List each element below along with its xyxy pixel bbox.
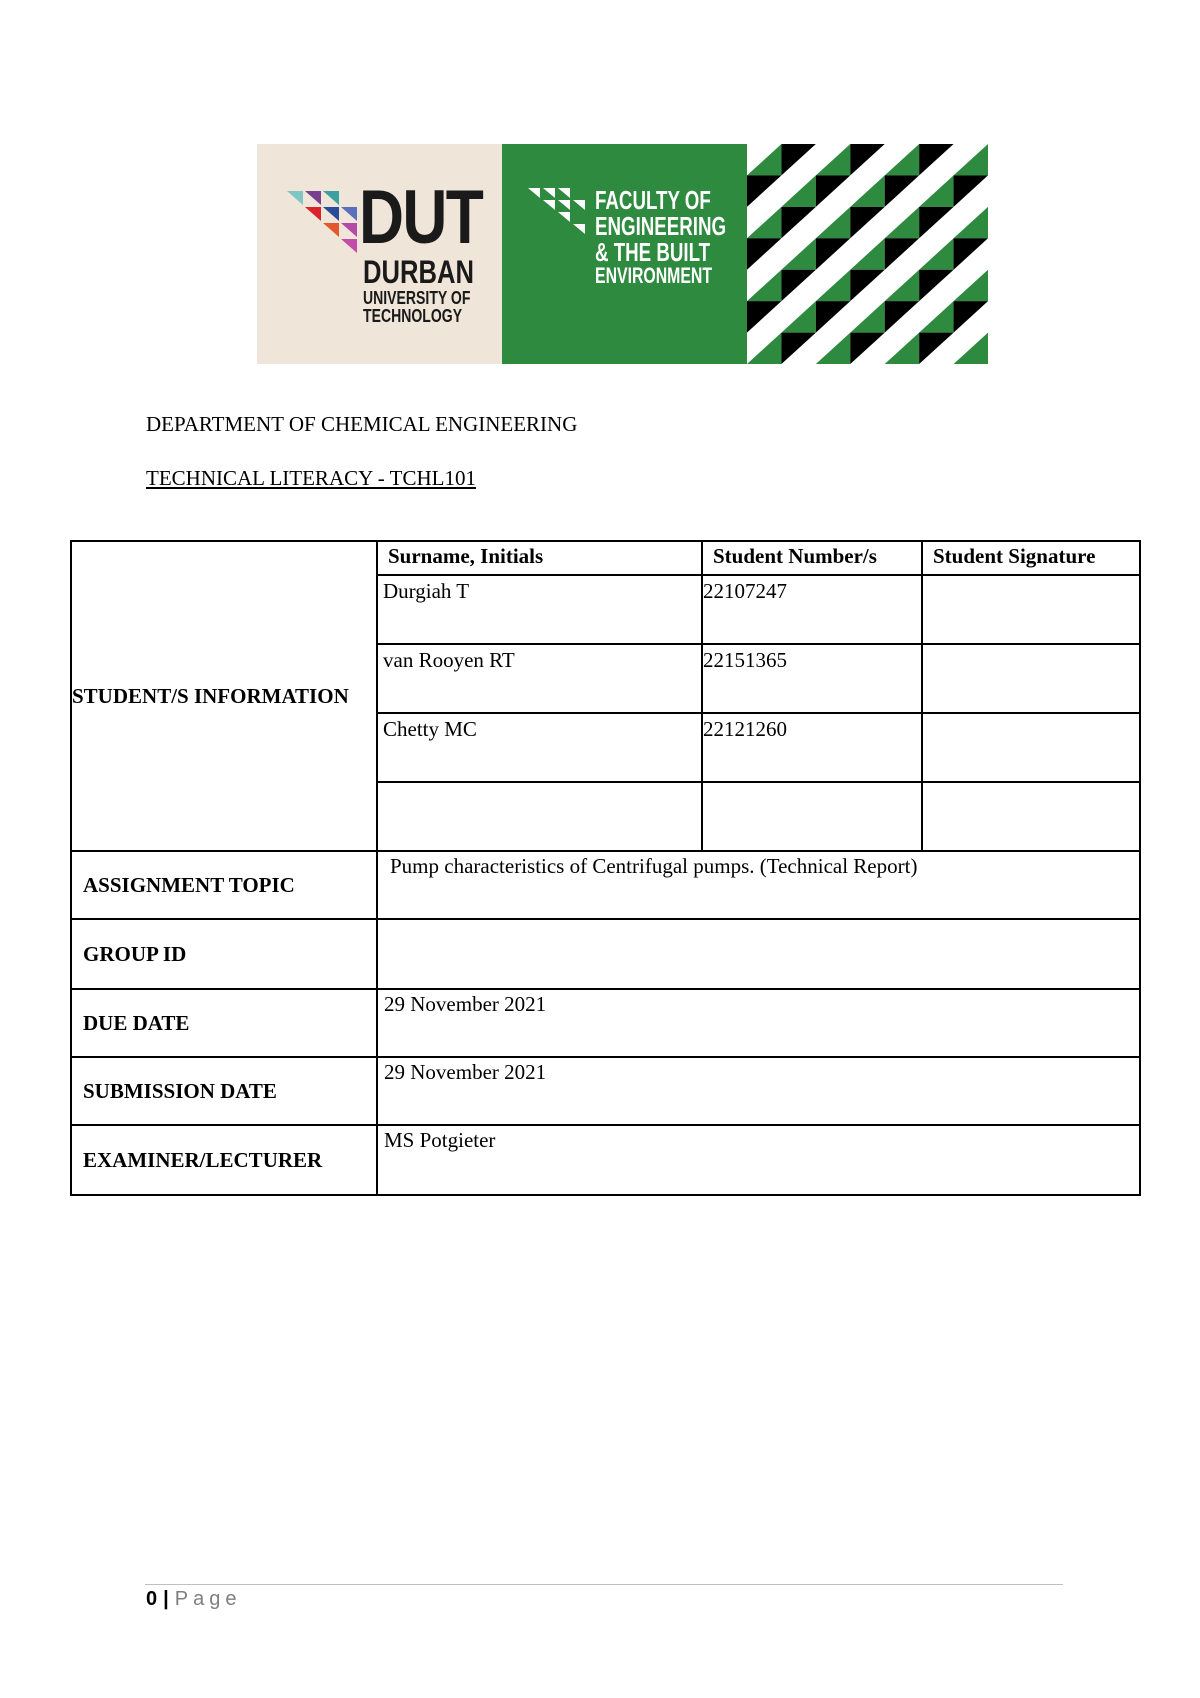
student-signature [922,713,1140,782]
pattern-triangle [919,207,953,238]
pattern-triangle [747,144,781,175]
pattern-triangle [954,270,988,301]
pattern-triangle [816,144,850,175]
pattern-triangle [885,207,919,238]
pattern-triangle [954,207,988,238]
due-date-value: 29 November 2021 [377,989,1140,1057]
group-id-row [71,919,1140,989]
page-separator: | [163,1588,169,1610]
pattern-triangle [850,207,884,238]
dut-abbrev-text: DUT [359,175,483,260]
student-signature [922,575,1140,644]
pattern-triangle [781,270,815,301]
pattern-triangle [850,301,884,332]
student-signature [922,644,1140,713]
pattern-triangle [885,333,919,364]
pattern-triangle [850,270,884,301]
triangle-pattern-graphic [747,144,988,364]
pattern-triangle [919,333,953,364]
pattern-triangle [816,238,850,269]
examiner-row [71,1125,1140,1195]
pattern-triangle [919,301,953,332]
cover-sheet-table [70,540,1141,1196]
pattern-triangle [816,270,850,301]
pattern-triangle [781,175,815,206]
footer-divider [145,1584,1063,1585]
group-id-value [377,919,1140,989]
pattern-triangle [954,333,988,364]
header-student-number: Student Number/s [702,541,922,575]
dut-durban-text: DURBAN [363,254,474,290]
pattern-triangle [747,238,781,269]
pattern-triangle [885,301,919,332]
pattern-triangle [850,333,884,364]
student-number: 22121260 [702,713,922,782]
faculty-line-3: & THE BUILT [595,237,711,267]
faculty-logo-panel [502,144,747,364]
pattern-triangle [747,207,781,238]
student-number: 22107247 [702,575,922,644]
pattern-triangle [781,144,815,175]
pattern-triangle [747,333,781,364]
faculty-line-2: ENGINEERING [595,211,727,241]
pattern-triangle [885,144,919,175]
assignment-topic-row [71,851,1140,919]
pattern-triangle [816,301,850,332]
submission-date-label: SUBMISSION DATE [71,1057,377,1125]
page-word: Page [174,1588,242,1610]
pattern-triangle [781,301,815,332]
table-header-row [71,541,1140,575]
dut-triangles-icon [287,191,357,253]
examiner-label: EXAMINER/LECTURER [71,1125,377,1195]
pattern-triangle [885,175,919,206]
dut-university-text: UNIVERSITY OF [363,288,471,308]
pattern-triangle [747,175,781,206]
dut-faculty-banner [257,144,988,364]
pattern-triangle [885,238,919,269]
header-student-signature: Student Signature [922,541,1140,575]
pattern-triangle [781,238,815,269]
header-surname: Surname, Initials [377,541,702,575]
pattern-triangle [919,270,953,301]
assignment-topic-value: Pump characteristics of Centrifugal pumps. (Technical Report) [377,851,1140,919]
pattern-triangle [954,301,988,332]
student-name [377,782,702,851]
pattern-triangle [781,207,815,238]
page-footer [146,1588,241,1611]
department-heading: DEPARTMENT OF CHEMICAL ENGINEERING [146,412,578,436]
submission-date-value: 29 November 2021 [377,1057,1140,1125]
student-info-label: STUDENT/S INFORMATION [71,541,377,851]
pattern-triangle [919,175,953,206]
pattern-triangle [919,144,953,175]
pattern-triangle [919,238,953,269]
pattern-triangle [747,270,781,301]
submission-date-row [71,1057,1140,1125]
pattern-triangle [781,333,815,364]
examiner-value: MS Potgieter [377,1125,1140,1195]
pattern-triangle [850,238,884,269]
pattern-triangle [816,175,850,206]
dut-technology-text: TECHNOLOGY [363,306,463,326]
group-id-label: GROUP ID [71,919,377,989]
assignment-topic-label: ASSIGNMENT TOPIC [71,851,377,919]
triangle-pattern-panel [747,144,988,364]
pattern-triangle [747,301,781,332]
student-signature [922,782,1140,851]
pattern-triangle [885,270,919,301]
faculty-line-4: ENVIRONMENT [595,263,713,288]
course-heading: TECHNICAL LITERACY - TCHL101 [146,466,476,490]
pattern-triangle [850,144,884,175]
page-number: 0 [146,1588,158,1610]
pattern-triangle [954,144,988,175]
due-date-row [71,989,1140,1057]
pattern-triangle [816,333,850,364]
due-date-label: DUE DATE [71,989,377,1057]
faculty-triangles-icon [528,188,586,236]
student-name: van Rooyen RT [377,644,702,713]
student-number: 22151365 [702,644,922,713]
pattern-triangle [816,207,850,238]
student-number [702,782,922,851]
student-name: Chetty MC [377,713,702,782]
student-name: Durgiah T [377,575,702,644]
pattern-triangle [954,238,988,269]
dut-logo-panel [257,144,502,364]
pattern-triangle [954,175,988,206]
pattern-triangle [850,175,884,206]
faculty-line-1: FACULTY OF [595,185,711,215]
